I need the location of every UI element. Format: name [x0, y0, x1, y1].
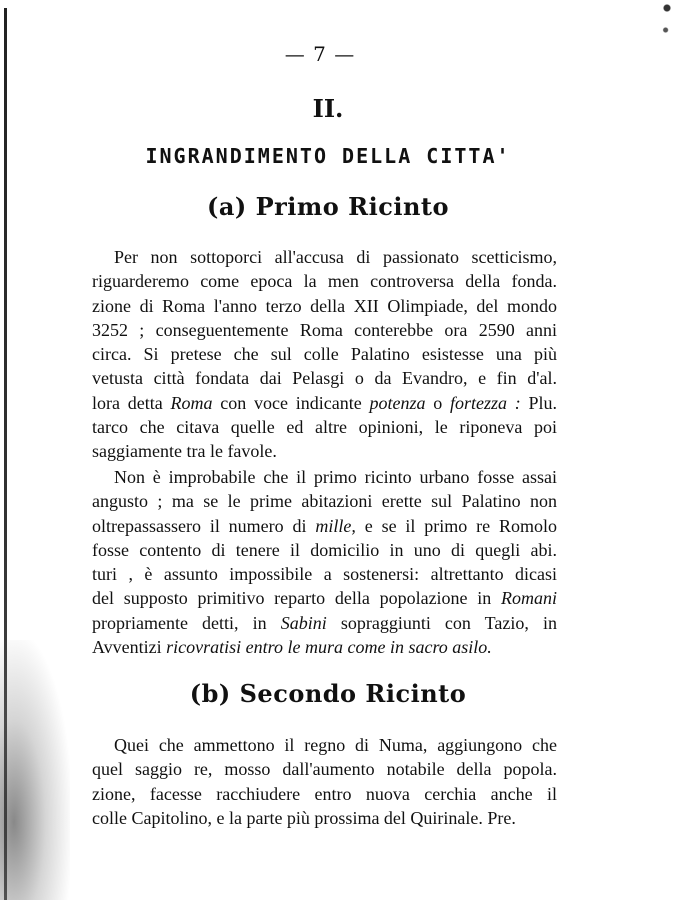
italic-term: fortezza : — [449, 392, 521, 413]
text-line: riguarderemo come epoca la men controversa della fonda. — [92, 271, 557, 292]
italic-term: potenza — [369, 392, 426, 413]
paragraph — [92, 465, 557, 659]
text-line: turi , è assunto impossibile a sostenersi: altrettanto dicasi — [92, 564, 557, 585]
text-segment: del supposto primitivo reparto della popolazione in — [92, 588, 501, 609]
section-title-secondo-ricinto: (b) Secondo Ricinto — [189, 679, 467, 708]
italic-term: ricovratisi entro le mura come in sacro asilo. — [161, 637, 492, 658]
text-line: zione, facesse racchiudere entro nuova cerchia anche il — [92, 783, 557, 804]
paragraph — [92, 245, 557, 464]
text-line — [92, 391, 557, 415]
text-segment: oltrepassassero il numero di — [92, 515, 316, 536]
text-line — [92, 514, 557, 538]
text-segment: e se il primo re Romolo — [355, 515, 557, 536]
text-line: Per non sottoporci all'accusa di passionato scetticismo, — [114, 247, 557, 267]
text-segment: Avventizi — [92, 637, 162, 658]
italic-term: Sabini — [280, 612, 327, 633]
italic-term: Romani — [501, 588, 557, 609]
text-segment: propriamente detti, in — [92, 612, 281, 633]
chapter-number: II. — [312, 94, 344, 123]
page-ink-spots — [660, 0, 674, 40]
text-line: Non è improbabile che il primo ricinto urbano fosse assai — [114, 467, 557, 487]
italic-term: mille, — [315, 515, 356, 536]
text-line: angusto ; ma se le prime abitazioni erette sul Palatino non — [92, 491, 557, 512]
text-segment: o — [425, 392, 450, 413]
text-segment: Plu. — [520, 392, 558, 413]
text-line — [92, 635, 557, 659]
text-line: tarco che citava quelle ed altre opinioni, le riponeva poi — [92, 417, 557, 438]
text-segment: lora detta — [92, 392, 171, 413]
text-line: colle Capitolino, e la parte più prossima del Quirinale. Pre. — [92, 807, 516, 828]
chapter-title: INGRANDIMENTO DELLA CITTA' — [145, 144, 511, 168]
text-line: vetusta città fondata dai Pelasgi o da Evandro, e fin d'al. — [92, 368, 557, 389]
text-line: 3252 ; conseguentemente Roma conterebbe ora 2590 anni — [92, 319, 557, 340]
section-title-primo-ricinto: (a) Primo Ricinto — [206, 192, 450, 221]
text-line: Quei che ammettono il regno di Numa, aggiungono che — [114, 735, 557, 755]
text-segment: sopraggiunti con Tazio, in — [326, 612, 557, 633]
text-line: fosse contento di tenere il domicilio in uno di quegli abi. — [92, 539, 557, 560]
text-line: quel saggio re, mosso dall'aumento notabile della popola. — [92, 759, 557, 780]
text-line: saggiamente tra le favole. — [92, 441, 277, 462]
text-line — [92, 586, 557, 610]
text-line: zione di Roma l'anno terzo della XII Olimpiade, del mondo — [92, 295, 557, 316]
italic-term: Roma — [170, 392, 213, 413]
text-line: circa. Si pretese che sul colle Palatino esistesse una più — [92, 344, 557, 365]
text-line — [92, 611, 557, 635]
paragraph — [92, 733, 557, 830]
page-number: — 7 — — [284, 42, 356, 66]
text-segment: con voce indicante — [212, 392, 370, 413]
